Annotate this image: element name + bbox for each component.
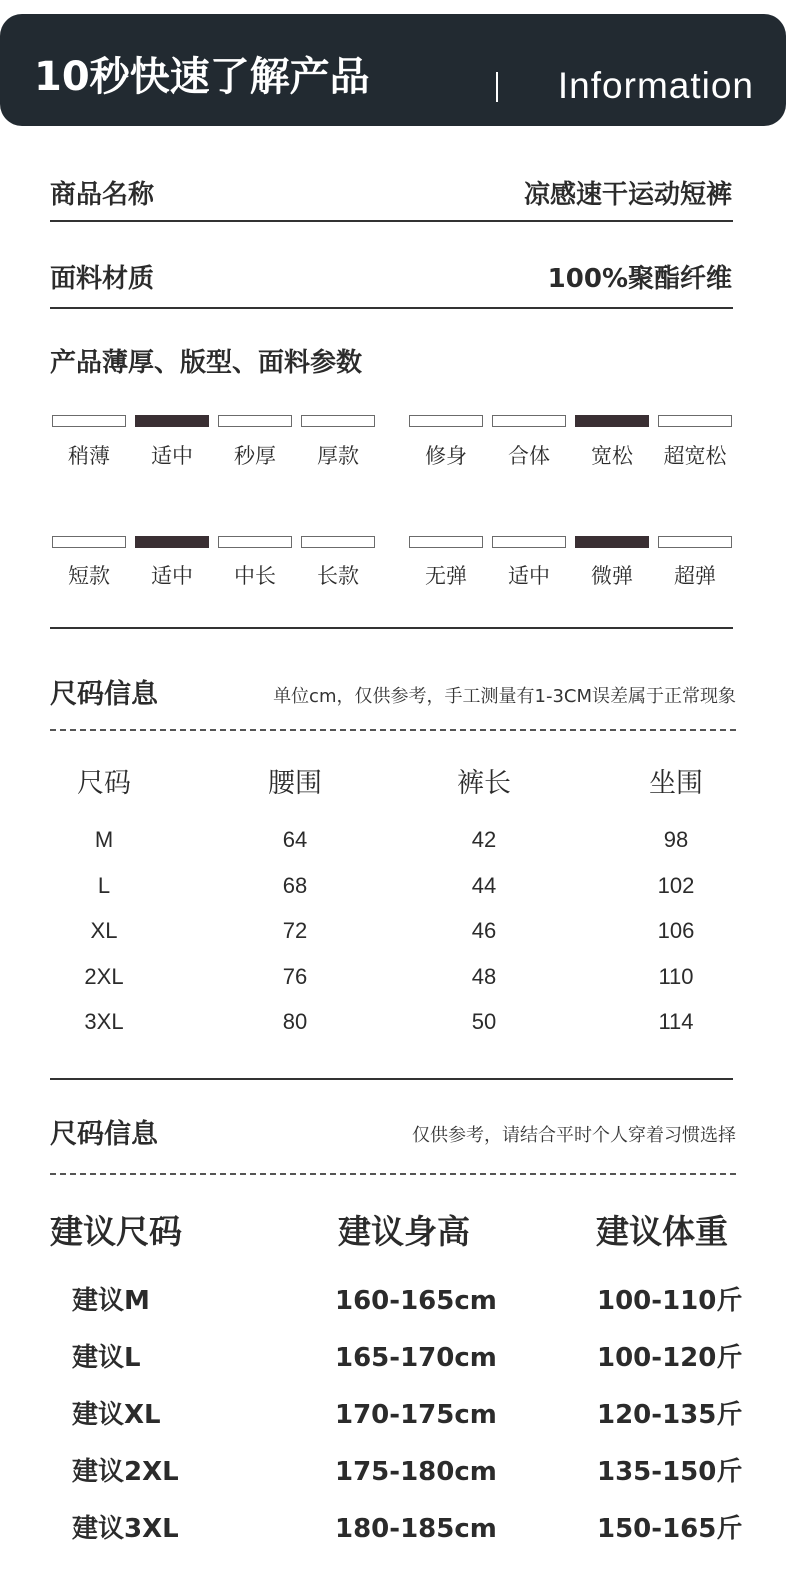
header-title: 10秒快速了解产品 xyxy=(34,54,370,100)
recommend-header: 建议身高 xyxy=(338,1212,470,1251)
recommend-title: 尺码信息 xyxy=(50,1119,158,1150)
fit-bar-0 xyxy=(409,415,483,427)
divider xyxy=(50,627,733,629)
stretch-option-label: 微弹 xyxy=(591,564,633,588)
recommend-note: 仅供参考，请结合平时个人穿着习惯选择 xyxy=(412,1125,736,1146)
size-table-cell: L xyxy=(97,872,111,898)
recommend-cell: 建议L xyxy=(72,1343,141,1373)
size-table-cell: M xyxy=(94,827,114,852)
recommend-cell: 120-135斤 xyxy=(597,1400,743,1430)
stretch-bar-1 xyxy=(492,536,566,548)
size-table-cell: 76 xyxy=(282,963,308,989)
thickness-bar-3 xyxy=(301,415,375,427)
size-table-cell: 80 xyxy=(282,1009,308,1034)
header-separator xyxy=(496,72,498,102)
size-table-cell: 72 xyxy=(282,918,308,943)
header-banner xyxy=(0,14,786,126)
recommend-header: 建议体重 xyxy=(596,1212,728,1251)
fit-option-label: 修身 xyxy=(425,444,467,468)
stretch-option-label: 适中 xyxy=(508,564,550,588)
length-bar-1 xyxy=(135,536,209,548)
size-table-cell: 46 xyxy=(471,918,497,943)
fit-option-label: 超宽松 xyxy=(663,444,727,468)
fit-option-label: 宽松 xyxy=(591,444,633,468)
length-option-label: 短款 xyxy=(68,564,110,588)
fabric-label: 面料材质 xyxy=(50,264,155,294)
stretch-option-label: 无弹 xyxy=(425,564,467,588)
size-table-cell: 68 xyxy=(282,872,308,898)
fit-option-label: 合体 xyxy=(508,444,550,468)
size-table-cell: 3XL xyxy=(84,1009,124,1034)
size-table-cell: 50 xyxy=(471,1009,497,1034)
length-bar-3 xyxy=(301,536,375,548)
recommend-cell: 100-110斤 xyxy=(597,1286,743,1316)
divider xyxy=(50,220,733,222)
dashed-divider xyxy=(50,1173,736,1175)
length-bar-0 xyxy=(52,536,126,548)
thickness-option-label: 稍薄 xyxy=(68,444,110,468)
params-title: 产品薄厚、版型、面料参数 xyxy=(50,348,363,378)
product-name-label: 商品名称 xyxy=(50,180,155,210)
thickness-bar-2 xyxy=(218,415,292,427)
recommend-cell: 建议XL xyxy=(72,1400,161,1430)
size-table-cell: 42 xyxy=(471,827,497,852)
product-name-value: 凉感速干运动短裤 xyxy=(523,180,732,210)
size-table-cell: 98 xyxy=(663,827,689,852)
size-table-header: 裤长 xyxy=(457,768,511,799)
recommend-cell: 建议2XL xyxy=(72,1457,179,1487)
size-table-cell: 2XL xyxy=(84,963,124,989)
thickness-bar-1 xyxy=(135,415,209,427)
divider xyxy=(50,1078,733,1080)
thickness-option-label: 秒厚 xyxy=(234,444,276,468)
size-table-cell: 110 xyxy=(658,963,694,989)
length-option-label: 长款 xyxy=(317,564,359,588)
recommend-cell: 建议3XL xyxy=(72,1514,179,1544)
size-table-cell: 106 xyxy=(657,918,695,943)
recommend-cell: 100-120斤 xyxy=(597,1343,743,1373)
fit-bar-1 xyxy=(492,415,566,427)
size-table-header: 坐围 xyxy=(649,768,703,799)
stretch-bar-2 xyxy=(575,536,649,548)
length-option-label: 适中 xyxy=(151,564,193,588)
recommend-cell: 170-175cm xyxy=(335,1400,497,1430)
divider xyxy=(50,307,733,309)
recommend-cell: 180-185cm xyxy=(335,1514,497,1544)
recommend-cell: 建议M xyxy=(72,1286,150,1316)
recommend-cell: 175-180cm xyxy=(335,1457,497,1487)
size-table-header: 腰围 xyxy=(268,768,322,799)
thickness-bar-0 xyxy=(52,415,126,427)
stretch-bar-0 xyxy=(409,536,483,548)
fit-bar-3 xyxy=(658,415,732,427)
dashed-divider xyxy=(50,729,736,731)
size-info-title: 尺码信息 xyxy=(50,679,158,710)
recommend-header: 建议尺码 xyxy=(50,1212,182,1251)
thickness-option-label: 厚款 xyxy=(317,444,359,468)
size-table-cell: 114 xyxy=(658,1009,694,1034)
stretch-bar-3 xyxy=(658,536,732,548)
recommend-cell: 135-150斤 xyxy=(597,1457,743,1487)
size-table-cell: 64 xyxy=(282,827,308,852)
length-bar-2 xyxy=(218,536,292,548)
size-info-note: 单位cm，仅供参考，手工测量有1-3CM误差属于正常现象 xyxy=(273,686,736,707)
size-table-header: 尺码 xyxy=(77,768,131,799)
stretch-option-label: 超弹 xyxy=(674,564,716,588)
fabric-value: 100%聚酯纤维 xyxy=(547,264,732,294)
thickness-option-label: 适中 xyxy=(151,444,193,468)
recommend-cell: 165-170cm xyxy=(335,1343,497,1373)
size-table-cell: 48 xyxy=(471,963,497,989)
size-table-cell: 102 xyxy=(657,872,695,898)
size-table-cell: XL xyxy=(90,918,118,943)
length-option-label: 中长 xyxy=(234,564,276,588)
recommend-cell: 150-165斤 xyxy=(597,1514,743,1544)
fit-bar-2 xyxy=(575,415,649,427)
recommend-cell: 160-165cm xyxy=(335,1286,497,1316)
size-table-cell: 44 xyxy=(471,872,497,898)
header-subtitle: Information xyxy=(557,65,754,106)
